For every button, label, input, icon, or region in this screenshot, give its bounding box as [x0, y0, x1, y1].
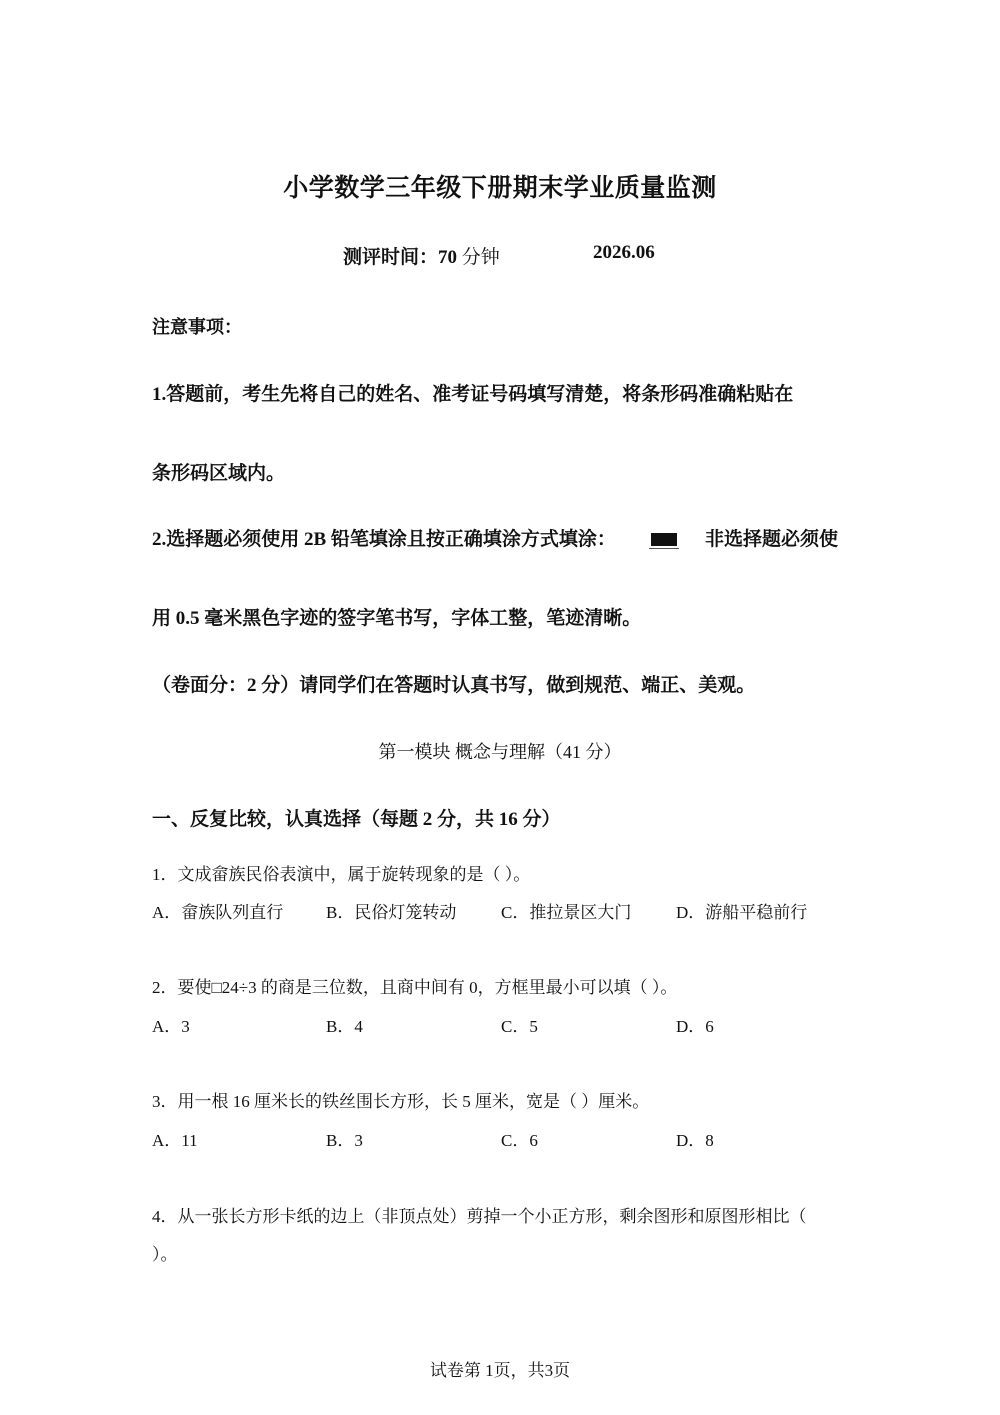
time-unit: 分钟	[461, 246, 500, 268]
page-footer: 试卷第 1页，共3页	[429, 1361, 571, 1380]
question-1-stem: 1．文成畲族民俗表演中，属于旋转现象的是（ ）。	[152, 865, 531, 884]
question-2-option-c: C．5	[501, 1017, 538, 1036]
question-3-option-d: D．8	[676, 1131, 714, 1150]
module-heading: 第一模块 概念与理解（41 分）	[378, 742, 622, 762]
section-heading: 一、反复比较，认真选择（每题 2 分，共 16 分）	[152, 809, 561, 830]
question-1-option-c: C．推拉景区大门	[501, 903, 632, 922]
note-item-1-line-1: 1.答题前，考生先将自己的姓名、准考证号码填写清楚，将条形码准确粘贴在	[152, 384, 794, 405]
note-item-2-text-a: 2.选择题必须使用 2B 铅笔填涂且按正确填涂方式填涂：	[152, 529, 616, 550]
question-2-stem: 2．要使□24÷3 的商是三位数，且商中间有 0，方框里最小可以填（ ）。	[152, 978, 678, 997]
question-3-stem: 3．用一根 16 厘米长的铁丝围长方形，长 5 厘米，宽是（ ）厘米。	[152, 1092, 650, 1111]
question-3-option-a: A．11	[152, 1131, 198, 1150]
question-3-option-c: C．6	[501, 1131, 538, 1150]
time-label: 测评时间：	[343, 246, 439, 268]
filled-bubble-icon	[651, 533, 677, 546]
question-1-option-d: D．游船平稳前行	[676, 903, 808, 922]
question-2-option-d: D．6	[676, 1017, 714, 1036]
note-item-2-line-1	[152, 524, 838, 551]
exam-time	[343, 242, 500, 269]
question-2-option-b: B．4	[326, 1017, 363, 1036]
time-value: 70	[438, 247, 458, 268]
neatness-note: （卷面分：2 分）请同学们在答题时认真书写，做到规范、端正、美观。	[152, 675, 756, 696]
question-1-option-b: B．民俗灯笼转动	[326, 903, 457, 922]
question-3-option-b: B．3	[326, 1131, 363, 1150]
note-item-2-text-b: 非选择题必须使	[704, 529, 838, 550]
exam-title: 小学数学三年级下册期末学业质量监测	[283, 173, 717, 202]
question-4-stem-line-2: ）。	[152, 1245, 178, 1264]
exam-date: 2026.06	[593, 242, 655, 263]
question-4-stem-line-1: 4．从一张长方形卡纸的边上（非顶点处）剪掉一个小正方形，剩余图形和原图形相比（	[152, 1207, 807, 1226]
note-item-1-line-2: 条形码区域内。	[152, 463, 286, 484]
question-1-option-a: A．畲族队列直行	[152, 903, 284, 922]
notes-heading: 注意事项：	[152, 317, 242, 338]
question-2-option-a: A．3	[152, 1017, 190, 1036]
note-item-2-line-2: 用 0.5 毫米黑色字迹的签字笔书写，字体工整，笔迹清晰。	[152, 608, 642, 629]
